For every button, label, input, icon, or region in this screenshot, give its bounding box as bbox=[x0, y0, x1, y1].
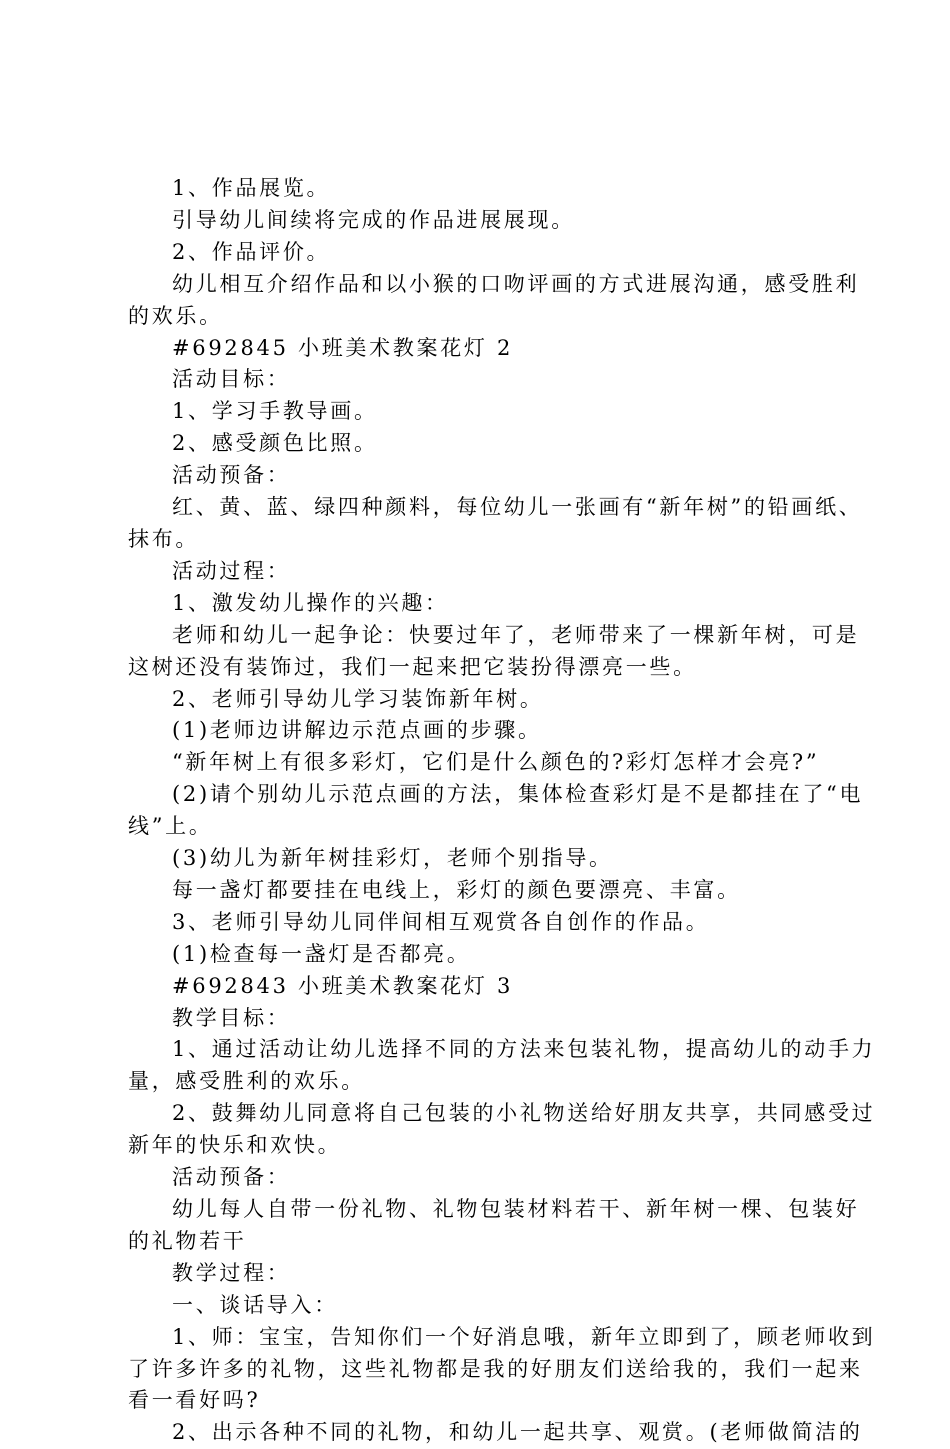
text-line: (1)老师边讲解边示范点画的步骤。 bbox=[172, 718, 542, 743]
text-line: 的欢乐。 bbox=[128, 303, 223, 328]
text-line: 1、激发幼儿操作的兴趣： bbox=[172, 590, 449, 615]
text-line: 2、老师引导幼儿学习装饰新年树。 bbox=[172, 686, 544, 711]
text-line: 看一看好吗? bbox=[128, 1388, 261, 1413]
text-line: 3、老师引导幼儿同伴间相互观赏各自创作的作品。 bbox=[172, 909, 710, 934]
text-line: 教学目标： bbox=[172, 1005, 291, 1030]
text-line: 2、作品评价。 bbox=[172, 239, 331, 264]
text-line: 2、感受颜色比照。 bbox=[172, 431, 378, 456]
text-line: 这树还没有装饰过，我们一起来把它装扮得漂亮一些。 bbox=[128, 654, 697, 679]
text-line: 1、通过活动让幼儿选择不同的方法来包装礼物，提高幼儿的动手力 bbox=[172, 1037, 876, 1062]
text-line: 活动预备： bbox=[172, 463, 291, 488]
text-line: 红、黄、蓝、绿四种颜料，每位幼儿一张画有“新年树”的铅画纸、 bbox=[172, 495, 863, 520]
text-line: #692845 小班美术教案花灯 2 bbox=[172, 335, 514, 360]
text-line: 1、作品展览。 bbox=[172, 176, 331, 200]
text-line: #692843 小班美术教案花灯 3 bbox=[172, 973, 514, 998]
text-line: 2、出示各种不同的礼物，和幼儿一起共享、观赏。(老师做简洁的 bbox=[172, 1420, 863, 1445]
text-line: 活动目标： bbox=[172, 367, 291, 392]
text-line: 每一盏灯都要挂在电线上，彩灯的颜色要漂亮、丰富。 bbox=[172, 877, 741, 902]
text-line: (2)请个别幼儿示范点画的方法，集体检查彩灯是不是都挂在了“电 bbox=[172, 782, 864, 807]
text-line: 引导幼儿间续将完成的作品进展展现。 bbox=[172, 207, 575, 232]
text-line: 1、师：宝宝，告知你们一个好消息哦，新年立即到了，顾老师收到 bbox=[172, 1324, 876, 1349]
text-line: 新年的快乐和欢快。 bbox=[128, 1133, 342, 1158]
text-line: 量，感受胜利的欢乐。 bbox=[128, 1069, 365, 1094]
text-line: 老师和幼儿一起争论：快要过年了，老师带来了一棵新年树，可是 bbox=[172, 622, 860, 647]
text-line: “新年树上有很多彩灯，它们是什么颜色的?彩灯怎样才会亮?” bbox=[172, 750, 820, 775]
text-line: 2、鼓舞幼儿同意将自己包装的小礼物送给好朋友共享，共同感受过 bbox=[172, 1101, 876, 1126]
text-line: 一、谈话导入： bbox=[172, 1292, 338, 1317]
text-line: (3)幼儿为新年树挂彩灯，老师个别指导。 bbox=[172, 846, 613, 871]
text-line: 线”上。 bbox=[128, 814, 213, 839]
text-line: 教学过程： bbox=[172, 1260, 291, 1285]
text-line: (1)检查每一盏灯是否都亮。 bbox=[172, 941, 471, 966]
text-line: 1、学习手教导画。 bbox=[172, 399, 378, 424]
document-body bbox=[128, 173, 876, 1449]
text-line: 了许多许多的礼物，这些礼物都是我的好朋友们送给我的，我们一起来 bbox=[128, 1356, 863, 1381]
text-line: 的礼物若干 bbox=[128, 1228, 247, 1253]
text-line: 幼儿每人自带一份礼物、礼物包装材料若干、新年树一棵、包装好 bbox=[172, 1197, 860, 1221]
text-line: 抹布。 bbox=[128, 526, 200, 551]
text-line: 活动预备： bbox=[172, 1165, 291, 1190]
text-line: 幼儿相互介绍作品和以小猴的口吻评画的方式进展沟通，感受胜利 bbox=[172, 271, 860, 296]
text-line: 活动过程： bbox=[172, 558, 291, 583]
